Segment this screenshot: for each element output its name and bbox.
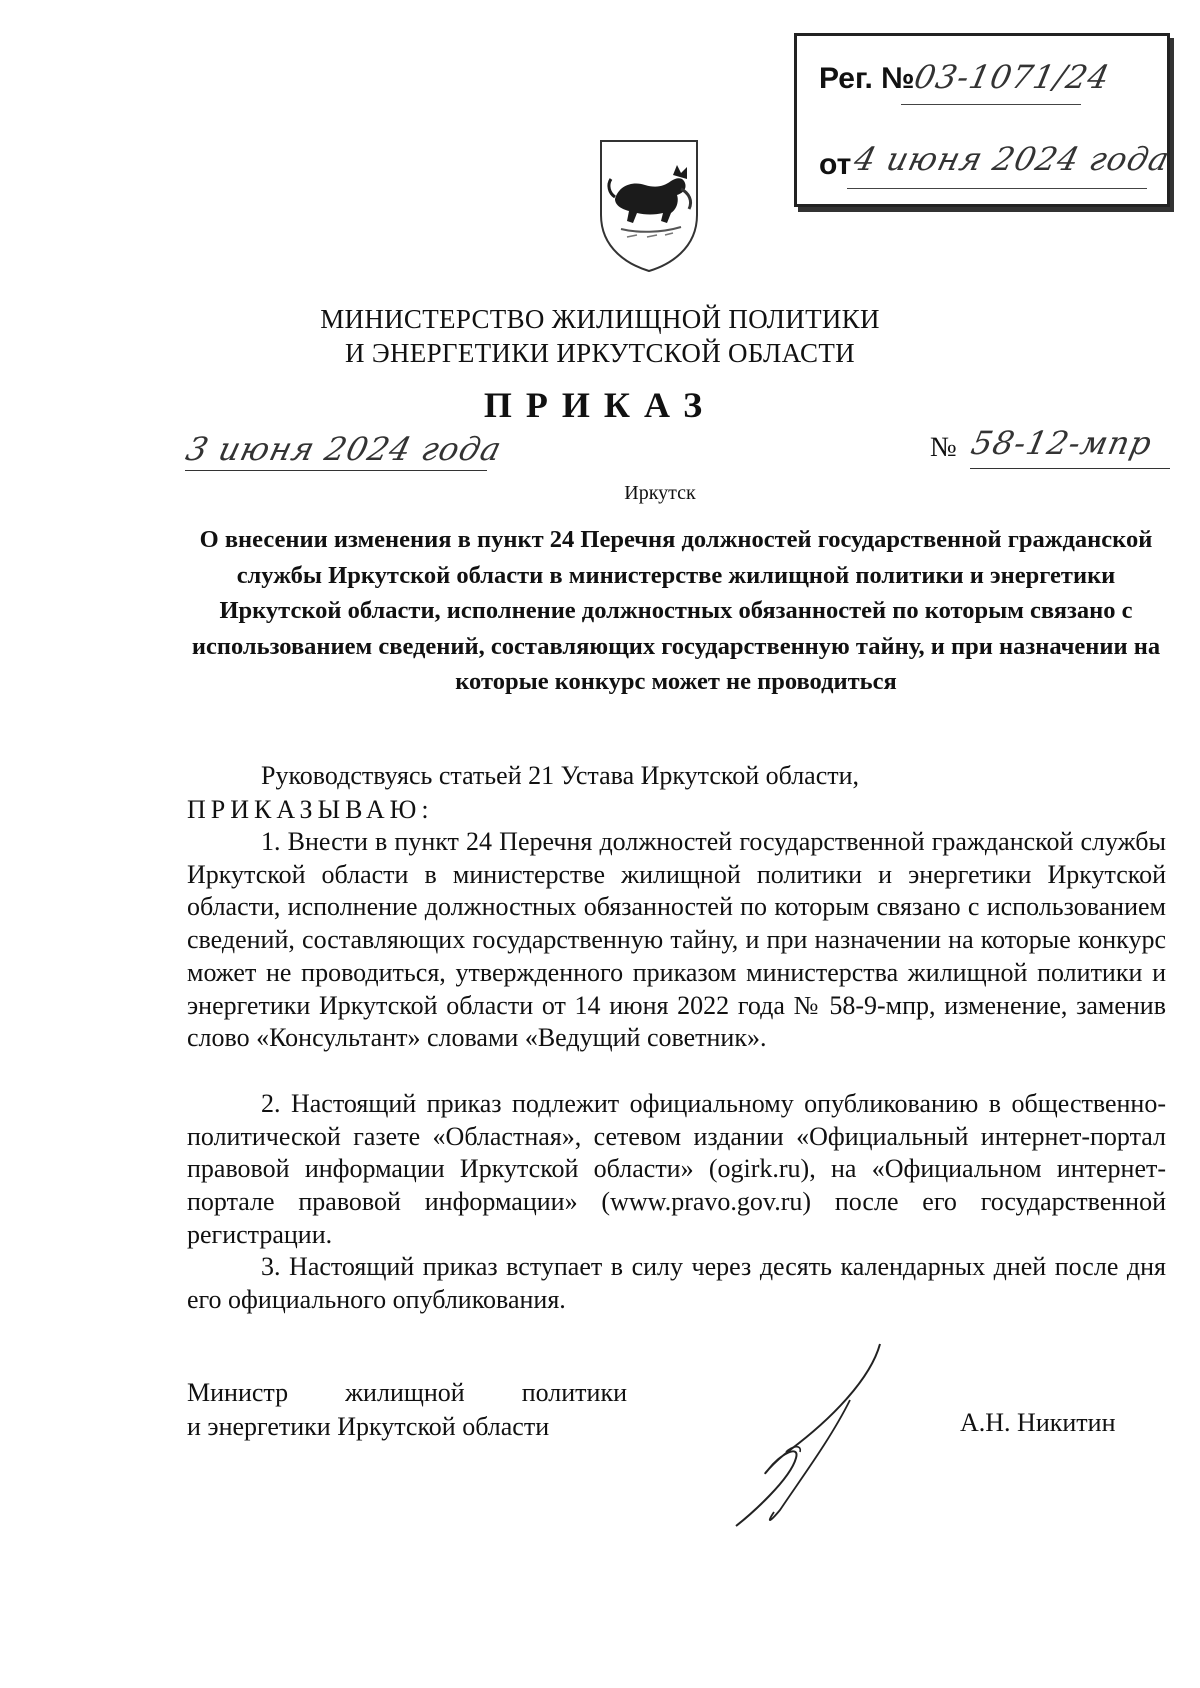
order-date-underline — [185, 470, 487, 471]
order-number-handwritten: 58-12-мпр — [967, 424, 1156, 462]
signatory-position — [187, 1376, 627, 1444]
handwritten-signature — [730, 1340, 910, 1530]
city-label: Иркутск — [624, 482, 696, 504]
order-date-handwritten: 3 июня 2024 года — [182, 430, 506, 468]
order-subject: О внесении изменения в пункт 24 Перечня должностей государственной гражданской службы Иркутской области в министерстве жилищной политики и энергетики Иркутской области, исполнение должностных обязанностей по которым связано с использованием сведений, составляющих государственную тайну, и при назначении на которые конкурс может не проводиться — [191, 526, 1161, 695]
ministry-name-line2: И ЭНЕРГЕТИКИ ИРКУТСКОЙ ОБЛАСТИ — [345, 338, 855, 368]
signatory-position-line2: и энергетики Иркутской области — [187, 1412, 550, 1441]
document-type-title: ПРИКАЗ — [483, 385, 717, 425]
reg-number-handwritten: 03-1071/24 — [910, 58, 1114, 96]
signatory-position-line1: Министр жилищной политики — [187, 1378, 627, 1407]
coat-of-arms-emblem — [597, 137, 701, 275]
order-number-underline — [970, 468, 1170, 469]
reg-date-underline — [847, 188, 1147, 189]
ministry-name-line1: МИНИСТЕРСТВО ЖИЛИЩНОЙ ПОЛИТИКИ — [320, 304, 880, 334]
directive-word: ПРИКАЗЫВАЮ: — [187, 795, 434, 824]
reg-number-label: Рег. № — [819, 62, 915, 95]
paragraph-3: 3. Настоящий приказ вступает в силу через десять календарных дней после дня его официального опубликования. — [187, 1252, 1166, 1314]
reg-date-label: от — [819, 148, 852, 181]
order-number-label: № — [930, 432, 957, 463]
registration-stamp — [794, 33, 1174, 207]
paragraph-2: 2. Настоящий приказ подлежит официальному опубликованию в общественно-политической газете «Областная», сетевом издании «Официальный интернет-портал правовой информации Иркутской области» (ogirk.ru), на «Официальном интернет-портале правовой информации» (www.pravo.gov.ru) после его государственной регистрации. — [187, 1089, 1166, 1249]
signatory-name: А.Н. Никитин — [960, 1408, 1116, 1437]
intro-paragraph: Руководствуясь статьей 21 Устава Иркутской области, — [261, 761, 860, 790]
paragraph-1: 1. Внести в пункт 24 Перечня должностей государственной гражданской службы Иркутской области в министерстве жилищной политики и энергетики Иркутской области, исполнение должностных обязанностей по которым связано с использованием сведений, составляющих государственную тайну, и при назначении на которые конкурс может не проводиться, утвержденного приказом министерства жилищной политики и энергетики Иркутской области от 14 июня 2022 года № 58-9-мпр, изменение, заменив слово «Консультант» словами «Ведущий советник». — [187, 827, 1166, 1053]
reg-number-underline — [901, 104, 1081, 105]
ministry-header — [0, 302, 1200, 370]
reg-date-handwritten: 4 июня 2024 года — [850, 140, 1174, 178]
